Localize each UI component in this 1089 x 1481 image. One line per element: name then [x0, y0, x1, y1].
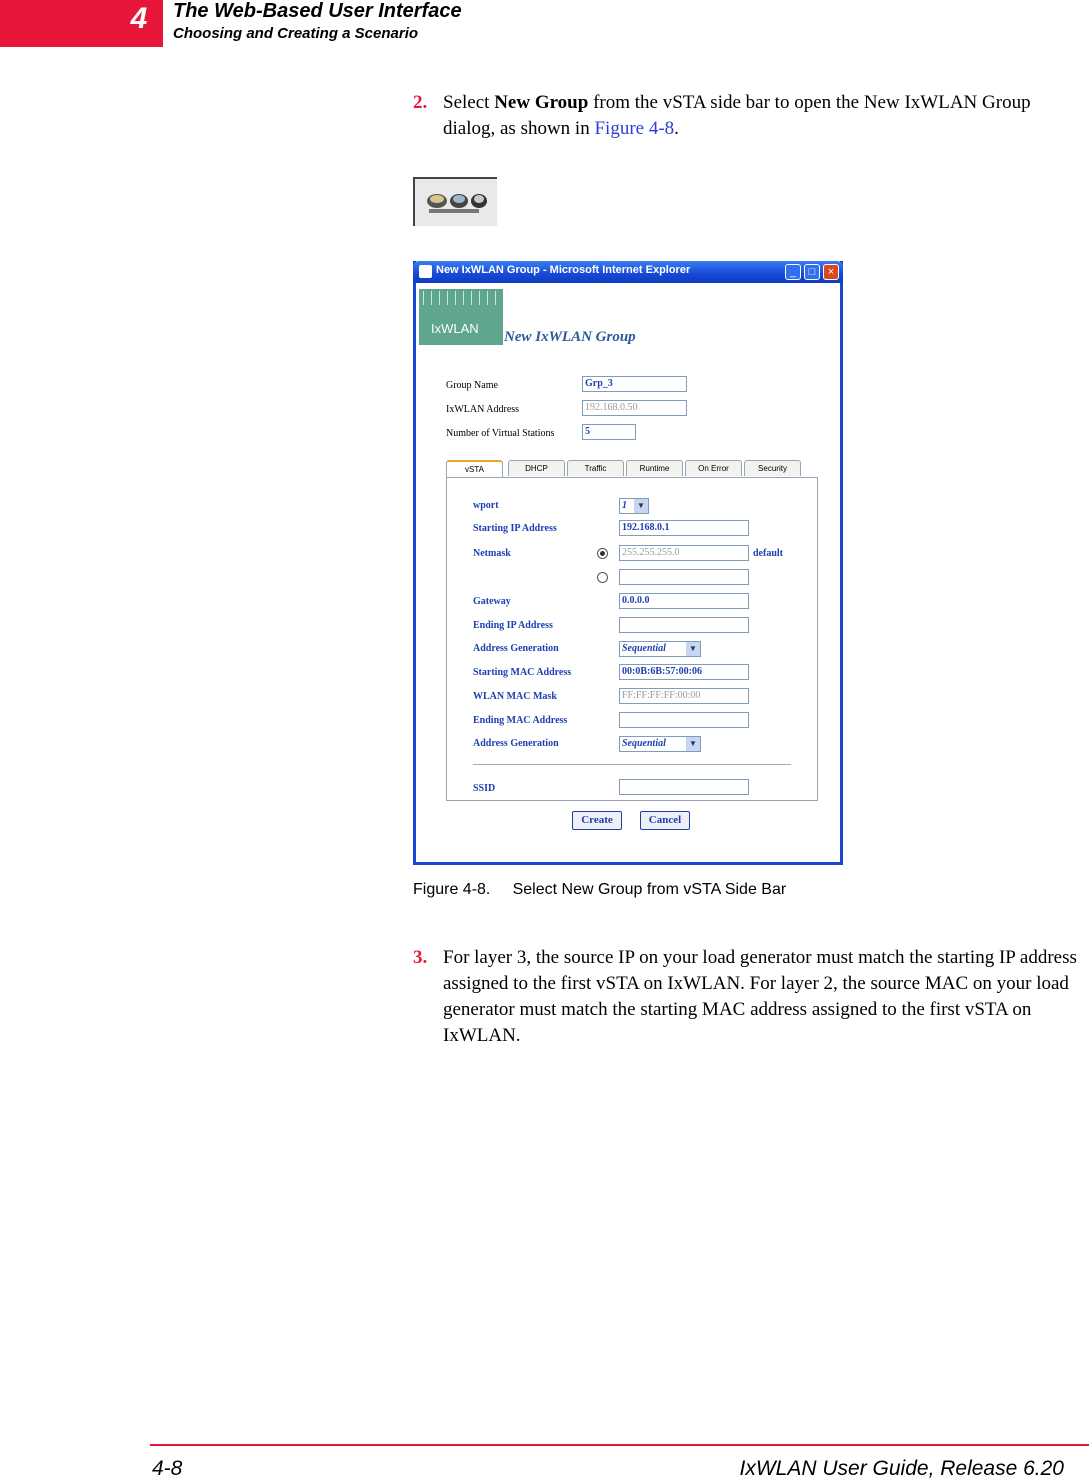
address-input[interactable]: 192.168.0.50: [582, 400, 687, 416]
ssid-input[interactable]: [619, 779, 749, 795]
new-group-window: [413, 261, 843, 865]
wport-label: wport: [473, 500, 499, 511]
chevron-down-icon: ▼: [686, 642, 700, 656]
vsta-group-icon: [413, 177, 497, 226]
book-title: IxWLAN User Guide, Release 6.20: [739, 1457, 1064, 1480]
step-text: Select New Group from the vSTA side bar to open the New IxWLAN Group dialog, as shown in Figure 4-8.: [443, 92, 1031, 139]
tab-traffic[interactable]: Traffic: [567, 460, 624, 476]
ssid-label: SSID: [473, 783, 496, 794]
page-number: 4-8: [152, 1457, 183, 1480]
num-stations-label: Number of Virtual Stations: [446, 428, 555, 439]
end-ip-input[interactable]: [619, 617, 749, 633]
end-mac-label: Ending MAC Address: [473, 715, 568, 726]
wport-select[interactable]: 1 ▼: [619, 498, 649, 514]
window-titlebar[interactable]: [413, 261, 843, 283]
figure-link[interactable]: Figure 4-8: [594, 118, 675, 139]
maximize-icon[interactable]: □: [804, 264, 820, 280]
addr-gen-label: Address Generation: [473, 643, 559, 654]
netmask-label: Netmask: [473, 548, 511, 559]
mac-mask-input[interactable]: FF:FF:FF:FF:00:00: [619, 688, 749, 704]
netmask-custom-input[interactable]: [619, 569, 749, 585]
logo-text: IxWLAN: [431, 321, 479, 336]
cancel-button[interactable]: Cancel: [640, 811, 690, 830]
num-stations-input[interactable]: 5: [582, 424, 636, 440]
end-ip-label: Ending IP Address: [473, 620, 553, 631]
caption-text: Select New Group from vSTA Side Bar: [512, 881, 787, 898]
addr-gen2-label: Address Generation: [473, 738, 559, 749]
step-2: [413, 90, 1085, 142]
step-3: [413, 945, 1085, 1049]
netmask-input[interactable]: 255.255.255.0: [619, 545, 749, 561]
section-title: Choosing and Creating a Scenario: [173, 25, 419, 42]
tab-runtime[interactable]: Runtime: [626, 460, 683, 476]
chevron-down-icon: ▼: [686, 737, 700, 751]
caption-label: Figure 4-8.: [413, 881, 491, 898]
netmask-default-radio[interactable]: [597, 548, 608, 559]
tab-vsta[interactable]: vSTA: [446, 460, 503, 477]
step-number: 2.: [413, 92, 428, 113]
divider: [473, 764, 791, 765]
start-ip-label: Starting IP Address: [473, 523, 557, 534]
start-ip-input[interactable]: 192.168.0.1: [619, 520, 749, 536]
address-label: IxWLAN Address: [446, 404, 520, 415]
netmask-default-label: default: [753, 548, 783, 559]
netmask-custom-radio[interactable]: [597, 572, 608, 583]
addr-gen2-select[interactable]: Sequential ▼: [619, 736, 701, 752]
group-name-label: Group Name: [446, 380, 498, 391]
start-mac-label: Starting MAC Address: [473, 667, 572, 678]
tab-dhcp[interactable]: DHCP: [508, 460, 565, 476]
tab-on-error[interactable]: On Error: [685, 460, 742, 476]
minimize-icon[interactable]: _: [785, 264, 801, 280]
figure-caption: [413, 881, 786, 899]
chapter-number: 4: [130, 2, 148, 35]
ie-icon: [419, 265, 432, 278]
start-mac-input[interactable]: 00:0B:6B:57:00:06: [619, 664, 749, 680]
tab-security[interactable]: Security: [744, 460, 801, 476]
gateway-label: Gateway: [473, 596, 511, 607]
step-number: 3.: [413, 947, 428, 968]
end-mac-input[interactable]: [619, 712, 749, 728]
mac-mask-label: WLAN MAC Mask: [473, 691, 557, 702]
create-button[interactable]: Create: [572, 811, 622, 830]
new-group-term: New Group: [494, 92, 589, 113]
footer-rule: [150, 1444, 1089, 1446]
close-icon[interactable]: ×: [823, 264, 839, 280]
chapter-title: The Web-Based User Interface: [173, 0, 462, 22]
group-name-input[interactable]: Grp_3: [582, 376, 687, 392]
window-title: New IxWLAN Group - Microsoft Internet Explorer: [436, 264, 691, 276]
chevron-down-icon: ▼: [634, 499, 648, 513]
ixwlan-logo: [419, 289, 503, 345]
gateway-input[interactable]: 0.0.0.0: [619, 593, 749, 609]
step-text: For layer 3, the source IP on your load generator must match the starting IP address assigned to the first vSTA on IxWLAN. For layer 2, the source MAC on your load generator must match the starting MAC address assigned to the first vSTA on IxWLAN.: [443, 947, 1077, 1046]
chapter-tab: [0, 0, 163, 47]
dialog-title: New IxWLAN Group: [504, 329, 636, 345]
addr-gen-select[interactable]: Sequential ▼: [619, 641, 701, 657]
